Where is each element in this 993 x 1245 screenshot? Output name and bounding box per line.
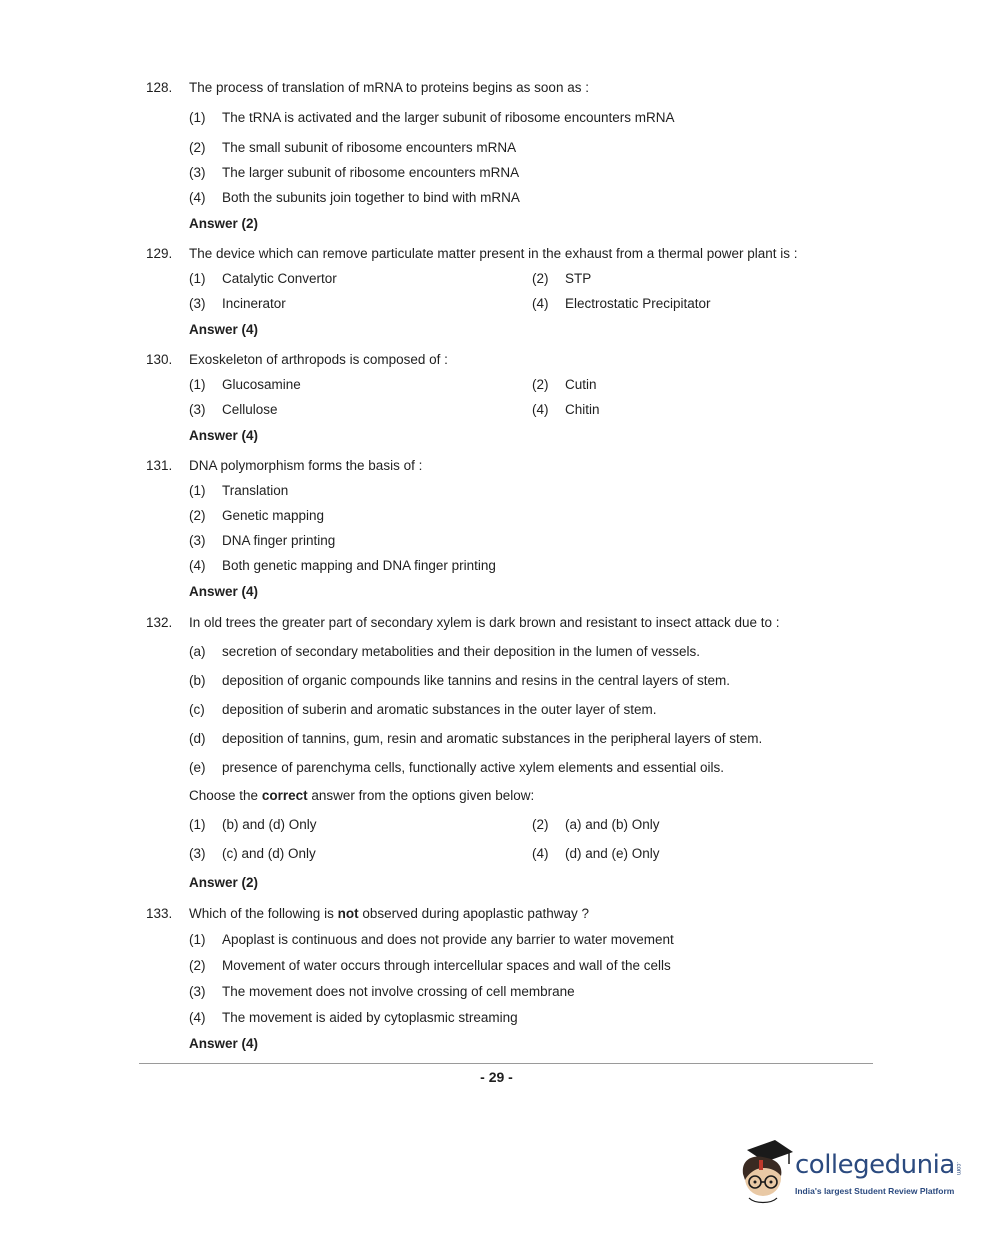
instruction-text: [189, 788, 534, 803]
student-mascot-icon: [733, 1138, 795, 1208]
option-text: Glucosamine: [222, 377, 301, 392]
option-number: (1): [189, 110, 206, 125]
option-text: The small subunit of ribosome encounters mRNA: [222, 140, 517, 155]
option-number: (3): [189, 846, 206, 861]
option-text: DNA finger printing: [222, 533, 336, 548]
option-text: Cellulose: [222, 402, 278, 417]
page-number: - 29 -: [480, 1069, 513, 1085]
option-text: Both the subunits join together to bind with mRNA: [222, 190, 520, 205]
question-text-pre: Which of the following is: [189, 906, 338, 921]
statement-letter: (b): [189, 673, 206, 688]
brand-name: collegedunia: [795, 1150, 955, 1180]
option-number: (2): [189, 508, 206, 523]
statement-text: deposition of suberin and aromatic substances in the outer layer of stem.: [222, 702, 657, 717]
option-text: Electrostatic Precipitator: [565, 296, 711, 311]
instruction-post: answer from the options given below:: [307, 788, 535, 803]
option-number: (1): [189, 377, 206, 392]
question-text: In old trees the greater part of secondary xylem is dark brown and resistant to insect attack due to :: [189, 615, 780, 630]
question-number: 132.: [146, 615, 173, 630]
option-number: (2): [189, 958, 206, 973]
option-number: (3): [189, 984, 206, 999]
option-text: (d) and (e) Only: [565, 846, 660, 861]
answer: Answer (4): [189, 584, 259, 599]
option-text: (a) and (b) Only: [565, 817, 660, 832]
footer-divider: [139, 1063, 873, 1064]
option-number: (2): [189, 140, 206, 155]
option-text: Both genetic mapping and DNA finger printing: [222, 558, 496, 573]
collegedunia-logo[interactable]: [733, 1138, 963, 1208]
question-text: DNA polymorphism forms the basis of :: [189, 458, 423, 473]
statement-letter: (c): [189, 702, 205, 717]
option-number: (4): [189, 1010, 206, 1025]
option-number: (2): [532, 377, 549, 392]
option-text: Translation: [222, 483, 289, 498]
option-text: (c) and (d) Only: [222, 846, 316, 861]
option-text: The movement is aided by cytoplasmic streaming: [222, 1010, 518, 1025]
option-text: Incinerator: [222, 296, 286, 311]
option-number: (4): [189, 558, 206, 573]
answer: Answer (2): [189, 216, 259, 231]
question-number: 133.: [146, 906, 173, 921]
brand-dotcom: .com: [955, 1162, 961, 1176]
statement-text: secretion of secondary metabolities and their deposition in the lumen of vessels.: [222, 644, 701, 659]
option-text: Cutin: [565, 377, 597, 392]
question-number: 129.: [146, 246, 173, 261]
question-text: The process of translation of mRNA to proteins begins as soon as :: [189, 80, 589, 95]
question-text: [189, 906, 589, 921]
option-number: (4): [532, 846, 549, 861]
option-number: (1): [189, 271, 206, 286]
option-text: (b) and (d) Only: [222, 817, 317, 832]
option-text: Genetic mapping: [222, 508, 325, 523]
answer: Answer (4): [189, 428, 259, 443]
brand-tagline: India's largest Student Review Platform: [795, 1186, 955, 1196]
statement-letter: (a): [189, 644, 206, 659]
option-number: (1): [189, 932, 206, 947]
option-number: (3): [189, 296, 206, 311]
option-text: Chitin: [565, 402, 600, 417]
option-number: (3): [189, 402, 206, 417]
option-number: (1): [189, 817, 206, 832]
statement-text: deposition of tannins, gum, resin and aromatic substances in the peripheral layers of stem.: [222, 731, 763, 746]
option-text: STP: [565, 271, 592, 286]
option-number: (3): [189, 533, 206, 548]
question-number: 128.: [146, 80, 173, 95]
statement-letter: (d): [189, 731, 206, 746]
option-number: (3): [189, 165, 206, 180]
statement-text: deposition of organic compounds like tannins and resins in the central layers of stem.: [222, 673, 731, 688]
question-number: 131.: [146, 458, 173, 473]
option-number: (2): [532, 817, 549, 832]
option-text: Catalytic Convertor: [222, 271, 337, 286]
answer: Answer (4): [189, 322, 259, 337]
question-text-emphasis: not: [337, 906, 359, 921]
option-number: (1): [189, 483, 206, 498]
option-number: (2): [532, 271, 549, 286]
option-number: (4): [189, 190, 206, 205]
option-text: The tRNA is activated and the larger subunit of ribosome encounters mRNA: [222, 110, 675, 125]
statement-text: presence of parenchyma cells, functionally active xylem elements and essential oils.: [222, 760, 724, 775]
answer: Answer (2): [189, 875, 259, 890]
option-text: The larger subunit of ribosome encounters mRNA: [222, 165, 520, 180]
question-number: 130.: [146, 352, 173, 367]
question-text-post: observed during apoplastic pathway ?: [358, 906, 589, 921]
instruction-pre: Choose the: [189, 788, 262, 803]
statement-letter: (e): [189, 760, 206, 775]
option-number: (4): [532, 402, 549, 417]
option-text: Movement of water occurs through intercellular spaces and wall of the cells: [222, 958, 671, 973]
question-text: Exoskeleton of arthropods is composed of :: [189, 352, 448, 367]
option-number: (4): [532, 296, 549, 311]
answer: Answer (4): [189, 1036, 259, 1051]
option-text: Apoplast is continuous and does not provide any barrier to water movement: [222, 932, 674, 947]
instruction-emphasis: correct: [261, 788, 308, 803]
question-text: The device which can remove particulate matter present in the exhaust from a thermal power plant is :: [189, 246, 798, 261]
option-text: The movement does not involve crossing of cell membrane: [222, 984, 575, 999]
